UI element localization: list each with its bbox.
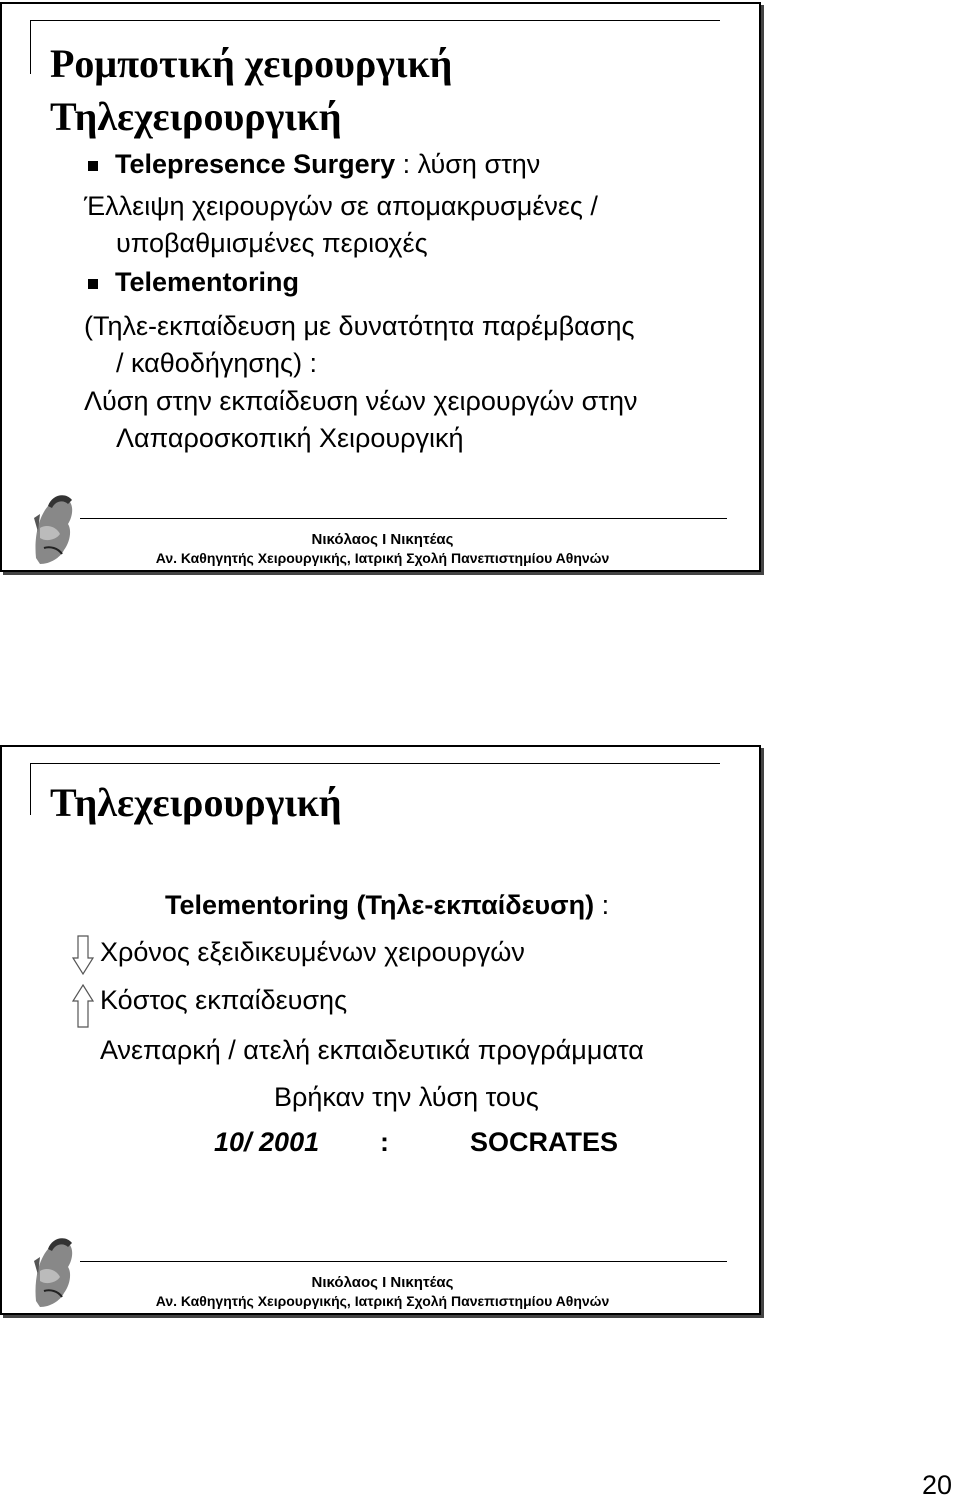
slide-title-line2: Τηλεχειρουργική: [50, 94, 342, 139]
item-1: Χρόνος εξειδικευμένων χειρουργών: [100, 937, 525, 967]
subtitle-text: [165, 892, 609, 919]
slide-title-line1: Ρομποτική χειρουργική: [50, 41, 453, 86]
bullet2-text: Telementoring: [115, 267, 300, 297]
line-5: (Τηλε-εκπαίδευση με δυνατότητα παρέμβασης: [84, 311, 635, 341]
footer-divider: [80, 518, 727, 519]
slide-frame-line: [30, 763, 720, 764]
line-6: / καθοδήγησης) :: [116, 348, 318, 378]
line-8: Λαπαροσκοπική Χειρουργική: [116, 423, 464, 453]
colon-text: :: [380, 1127, 389, 1157]
subtitle-rest: :: [594, 890, 610, 920]
page-number: 20: [921, 1470, 952, 1500]
footer-author: Νικόλαος Ι Νικητέας: [311, 531, 454, 548]
footer-divider: [80, 1261, 727, 1262]
footer-affiliation: Αν. Καθηγητής Χειρουργικής, Ιατρική Σχολή Πανεπιστημίου Αθηνών: [155, 1293, 610, 1309]
footer-author: Νικόλαος Ι Νικητέας: [311, 1274, 454, 1291]
slide-frame-line: [30, 20, 720, 21]
slide-frame-tick: [30, 20, 31, 74]
item-2: Κόστος εκπαίδευσης: [100, 985, 348, 1015]
system-name: SOCRATES: [470, 1127, 619, 1157]
subtitle-bold: Telementoring (Τηλε-εκπαίδευση): [165, 890, 595, 920]
item-4: Βρήκαν την λύση τους: [274, 1082, 539, 1112]
item-3: Ανεπαρκή / ατελή εκπαιδευτικά προγράμματα: [100, 1035, 644, 1065]
bullet1-rest: : λύση στην: [395, 149, 541, 179]
bullet1-text: [115, 151, 540, 178]
slide-frame-tick: [30, 763, 31, 815]
footer-affiliation: Αν. Καθηγητής Χειρουργικής, Ιατρική Σχολή Πανεπιστημίου Αθηνών: [155, 550, 610, 566]
arrow-up-icon: [72, 983, 94, 1029]
bullet1-bold: Telepresence Surgery: [115, 149, 396, 179]
date-text: 10/ 2001: [214, 1127, 320, 1157]
slide-title: Τηλεχειρουργική: [50, 780, 342, 825]
line-7: Λύση στην εκπαίδευση νέων χειρουργών στην: [84, 386, 638, 416]
arrow-down-icon: [72, 934, 94, 976]
line-3: υποβαθμισμένες περιοχές: [116, 228, 428, 258]
slide-2: [0, 745, 761, 1315]
bullet-square-icon: [88, 161, 98, 171]
line-2: Έλλειψη χειρουργών σε απομακρυσμένες /: [84, 191, 598, 221]
slide-1: [0, 2, 761, 572]
bullet-square-icon: [88, 279, 98, 289]
